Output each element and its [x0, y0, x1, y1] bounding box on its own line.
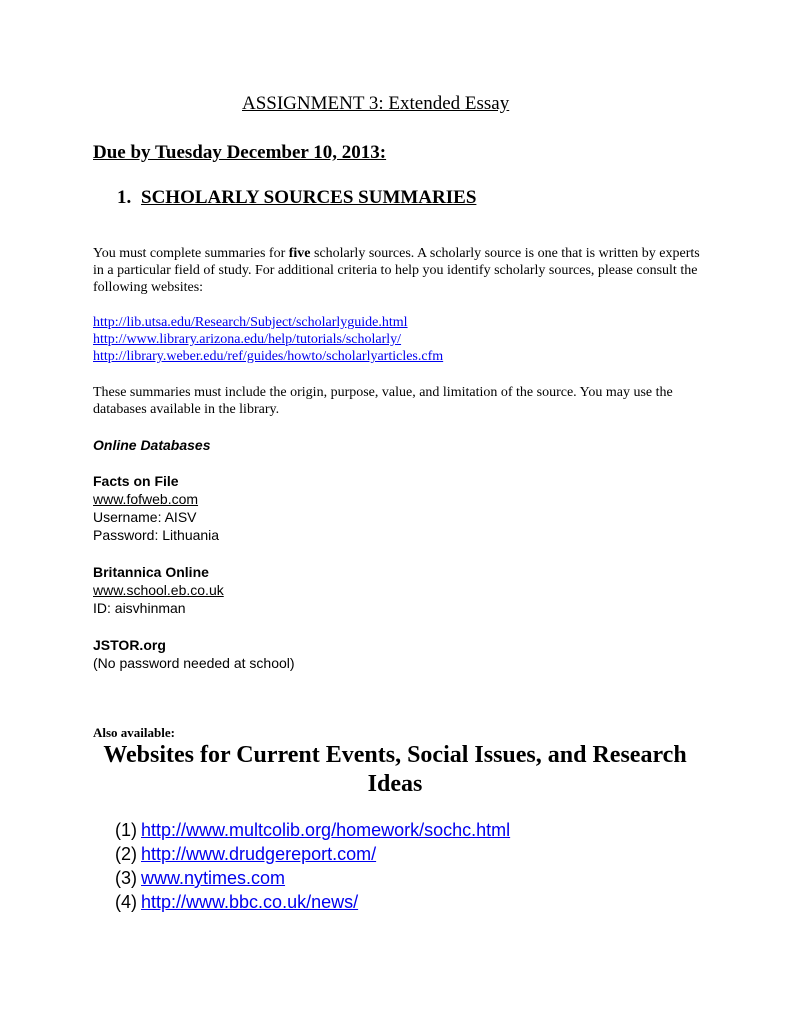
list-item [115, 842, 510, 866]
requirements-paragraph: These summaries must include the origin, purpose, value, and limitation of the source. You may use the databases available in the library. [93, 385, 673, 417]
intro-text-1: You must complete summaries for [93, 246, 289, 261]
list-item [115, 866, 510, 890]
intro-paragraph [93, 245, 703, 296]
assignment-title: ASSIGNMENT 3: Extended Essay [242, 93, 510, 114]
database-url[interactable]: www.school.eb.co.uk [93, 582, 224, 598]
database-credential: Username: AISV [93, 509, 197, 525]
database-credential: Password: Lithuania [93, 527, 220, 543]
list-item [115, 890, 510, 914]
database-url[interactable]: www.fofweb.com [93, 491, 199, 507]
scholarly-link[interactable]: http://www.library.arizona.edu/help/tutorials/scholarly/ [93, 332, 402, 347]
website-link[interactable]: www.nytimes.com [141, 868, 286, 888]
section-number: 1. [117, 187, 132, 208]
scholarly-link[interactable]: http://library.weber.edu/ref/guides/howto/scholarlyarticles.cfm [93, 349, 444, 364]
website-link[interactable]: http://www.bbc.co.uk/news/ [141, 892, 359, 912]
list-number: (4) [115, 892, 137, 912]
section-title: SCHOLARLY SOURCES SUMMARIES [141, 187, 477, 208]
database-credential: ID: aisvhinman [93, 600, 186, 616]
database-name: Britannica Online [93, 564, 209, 580]
list-number: (3) [115, 868, 137, 888]
intro-bold: five [288, 246, 311, 261]
database-note: (No password needed at school) [93, 655, 295, 671]
list-number: (1) [115, 820, 137, 840]
due-date: Due by Tuesday December 10, 2013: [93, 142, 387, 163]
databases-heading: Online Databases [93, 437, 211, 453]
scholarly-links [93, 314, 443, 365]
database-entry [93, 636, 295, 672]
website-link[interactable]: http://www.drudgereport.com/ [141, 844, 377, 864]
scholarly-link[interactable]: http://lib.utsa.edu/Research/Subject/scholarlyguide.html [93, 315, 408, 330]
list-item [115, 818, 510, 842]
list-number: (2) [115, 844, 137, 864]
websites-title: Websites for Current Events, Social Issues, and Research Ideas [103, 742, 687, 797]
intro-text-2: scholarly sources. A scholarly source is one that is written by experts in a particular field of study. For additional criteria to help you identify scholarly sources, please consult the following websites: [93, 246, 700, 295]
also-available-label: Also available: [93, 725, 175, 740]
database-entry [93, 472, 219, 544]
website-link[interactable]: http://www.multcolib.org/homework/sochc.html [141, 820, 511, 840]
database-name: JSTOR.org [93, 637, 166, 653]
database-name: Facts on File [93, 473, 179, 489]
database-entry [93, 563, 224, 617]
websites-list [115, 818, 510, 914]
